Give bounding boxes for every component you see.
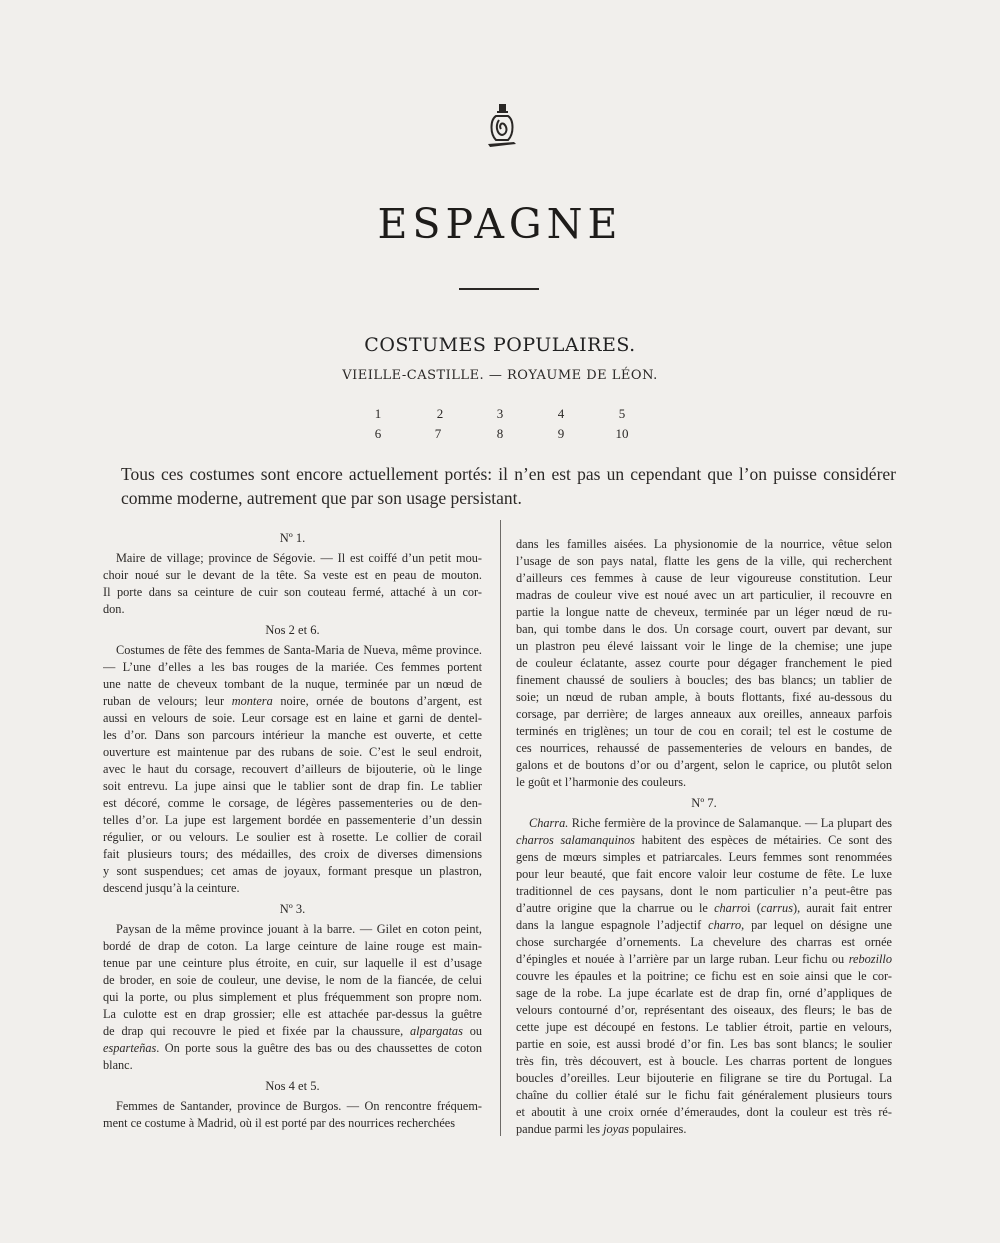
text-line: terminés en triglènes; un tour de cou en corail; tel est le costume de [516, 724, 892, 738]
text-line: blanc. [103, 1058, 133, 1072]
text-line: sage de la robe. La jupe écarlate est de drap fin, orné d’appliques de [516, 986, 892, 1000]
plate-number: 8 [496, 426, 504, 441]
section-heading-7: Nº 7. [691, 796, 717, 810]
text-line: de couleur éclatante, assez courte pour dégager franchement le pied [516, 656, 892, 670]
section-body-7 [516, 815, 892, 1138]
text-line: régulier, or ou velours. Le soulier est à rosette. Le collier de corail [103, 830, 482, 844]
section-heading-4-5: Nos 4 et 5. [265, 1079, 320, 1093]
text-line: et aboutit à une croix ornée d’émeraudes, dont la couleur est très ré- [516, 1105, 892, 1119]
text-line: un plastron peu élevé laissant voir le linge de la chemise; une jupe [516, 639, 892, 653]
text-line: corsage, par derrière; de larges anneaux aux oreilles, anneaux parfois [516, 707, 892, 721]
regions-line: VIEILLE-CASTILLE. — ROYAUME DE LÉON. [342, 368, 658, 383]
section-body-4-5-continued [516, 536, 892, 791]
section-body-4-5 [103, 1098, 482, 1132]
plate-number: 7 [434, 426, 442, 441]
plate-number: 1 [374, 406, 382, 421]
text-line: finement chaussé de souliers à boucles; des bas blancs; un tablier de [516, 673, 892, 687]
text-line: d’autre origine que la charrue ou le charroi (carrus), aurait fait entrer [516, 901, 892, 915]
section-body-2-6 [103, 642, 482, 897]
text-line: aussi en velours de soie. Leur corsage est en laine et garni de dentel- [103, 711, 482, 725]
text-line: descend jusqu’à la ceinture. [103, 881, 240, 895]
text-line: pandue parmi les joyas populaires. [516, 1122, 687, 1136]
text-line: charros salamanquinos habitent des espèces de métairies. Ce sont des [516, 833, 892, 847]
text-line: couvre les épaules et la poitrine; ce fichu est en soie ainsi que le cor- [516, 969, 892, 983]
plate-number: 9 [557, 426, 565, 441]
text-line: chose surchargée d’ornements. La chevelure des charras est ornée [516, 935, 892, 949]
section-subtitle: COSTUMES POPULAIRES. [364, 334, 636, 356]
text-line: Costumes de fête des femmes de Santa-Maria de Nueva, même province. [116, 643, 482, 657]
text-line: galons et de boutons d’or ou d’argent, selon le caprice, ou plutôt selon [516, 758, 892, 772]
intro-line: Tous ces costumes sont encore actuellement portés: il n’en est pas un cependant que l’on puisse considérer [121, 464, 896, 484]
intro-paragraph [121, 462, 896, 510]
right-column [516, 536, 892, 1142]
plate-number: 2 [436, 406, 444, 421]
section-heading-1: Nº 1. [279, 531, 306, 545]
text-line: d’ailleurs ces femmes à cause de leur vigoureuse constitution. Leur [516, 571, 892, 585]
text-line: esparteñas. On porte sous la guêtre des bas ou des chaussettes de coton [103, 1041, 482, 1055]
text-line: gens de mœurs simples et patriarcales. Leurs femmes sont renommées [516, 850, 892, 864]
text-line: choir noué sur le devant de la tête. Sa veste est en peau de mouton. [103, 568, 482, 582]
plate-number: 4 [557, 406, 565, 421]
text-line: tenue par une ceinture plus étroite, en cuir, sur laquelle il est d’usage [103, 956, 482, 970]
text-line: ment ce costume à Madrid, où il est porté par des nourrices recherchées [103, 1116, 456, 1130]
text-line: velours contourné d’or, représentant des oiseaux, des fleurs; le bas de [516, 1003, 892, 1017]
text-line: partie en soie, est aussi brodé d’or fin. Les bas sont blancs; le soulier [516, 1037, 892, 1051]
text-line: de broder, en soie de couleur, une devise, le nom de la fiancée, de celui [103, 973, 482, 987]
column-divider [500, 520, 501, 1136]
text-line: — L’une d’elles a les bas rouges de la mariée. Ces femmes portent [103, 660, 482, 674]
text-line: pour leur beauté, que fait encore valoir leur costume de fête. Le luxe [516, 867, 892, 881]
text-line: chaîne du collier étalé sur le fichu fait généralement plusieurs tours [516, 1088, 892, 1102]
text-line: ban, qui tombe dans le dos. Un corsage court, ouvert par devant, sur [516, 622, 892, 636]
text-line: les d’or. Dans son parcours intérieur la manche est ouverte, et cette [103, 728, 482, 742]
text-line: l’usage de son pays natal, flatte les gens de la ville, qui recherchent [516, 554, 892, 568]
text-line: cette jupe est découpé en festons. Le tablier étroit, partie en velours, [516, 1020, 892, 1034]
page-title: ESPAGNE [377, 200, 623, 248]
plate-number: 6 [374, 426, 382, 441]
text-line: qui la porte, ou plus simplement et plus fréquemment son propre nom. [103, 990, 482, 1004]
text-line: Paysan de la même province jouant à la barre. — Gilet en coton peint, [116, 922, 482, 936]
text-line: est décoré, comme le corsage, de légères passementeries ou de den- [103, 796, 482, 810]
text-line: d’épingles et nouée à l’arrière par un large ruban. Leur fichu ou rebozillo [516, 952, 892, 966]
section-heading-3: Nº 3. [279, 902, 306, 916]
text-line: ouverture est maintenue par des rubans de soie. C’est le seul endroit, [103, 745, 482, 759]
section-heading-2-6: Nos 2 et 6. [265, 623, 320, 637]
text-line: bordé de drap de coton. La large ceinture de laine rouge est main- [103, 939, 482, 953]
text-line: y sont suspendues; cet amas de joyaux, formant presque un plastron, [103, 864, 482, 878]
text-line: Il porte dans sa ceinture de cuir son couteau fermé, attaché à un cor- [103, 585, 482, 599]
text-line: fait plusieurs tours; des médailles, des croix de diverses dimensions [103, 847, 482, 861]
text-line: le goût et l’harmonie des couleurs. [516, 775, 687, 789]
plate-number: 5 [618, 406, 626, 421]
text-line: madras de couleur vive est noué avec un art particulier, il recouvre en [516, 588, 892, 602]
text-line: partie la longue natte de cheveux, terminée par un léger nœud de ru- [516, 605, 892, 619]
text-line: soit entrevu. La jupe ainsi que le tablier sont de drap fin. Le tablier [103, 779, 482, 793]
plate-number: 10 [615, 426, 629, 441]
title-rule [459, 288, 539, 290]
text-line: boucles d’oreilles. Leur bijouterie en filigrane se tire du Portugal. La [516, 1071, 892, 1085]
text-line: de drap qui recouvre le pied et fixée par la chaussure, alpargatas ou [103, 1024, 482, 1038]
text-line: Maire de village; province de Ségovie. — Il est coiffé d’un petit mou- [116, 551, 482, 565]
text-line: ruban de velours; leur montera noire, ornée de boutons d’argent, est [103, 694, 482, 708]
text-line: traditionnel de ces paysans, dont le nom particulier n’a peut-être pas [516, 884, 892, 898]
text-line: dans la langue espagnole l’adjectif charro, par lequel on désigne une [516, 918, 892, 932]
text-line: Charra. Riche fermière de la province de Salamanque. — La plupart des [529, 816, 892, 830]
intro-line: comme moderne, autrement que par son usage persistant. [121, 488, 522, 508]
text-line: une natte de cheveux tombant de la nuque, terminée par un nœud de [103, 677, 482, 691]
text-line: La culotte est en drap grossier; elle est attachée par-dessus la guêtre [103, 1007, 482, 1021]
text-line: ces nourrices, rehaussé de passementeries de velours en bandes, de [516, 741, 892, 755]
plate-number: 3 [496, 406, 504, 421]
text-line: soie; un nœud de ruban ample, à bouts flottants, fixé au-dessous du [516, 690, 892, 704]
printer-ornament-icon [486, 104, 518, 150]
text-line: don. [103, 602, 125, 616]
text-line: avec le haut du corsage, recouvert d’ailleurs de bijouterie, où le linge [103, 762, 482, 776]
text-line: Femmes de Santander, province de Burgos. — On rencontre fréquem- [116, 1099, 482, 1113]
text-line: très fin, très découvert, est à boucle. Les charras portent de longues [516, 1054, 892, 1068]
left-column [103, 530, 482, 1136]
section-body-3 [103, 921, 482, 1074]
text-line: telles d’or. La jupe est largement bordée en passementerie d’un dessin [103, 813, 482, 827]
section-body-1 [103, 550, 482, 618]
text-line: dans les familles aisées. La physionomie de la nourrice, vêtue selon [516, 537, 892, 551]
